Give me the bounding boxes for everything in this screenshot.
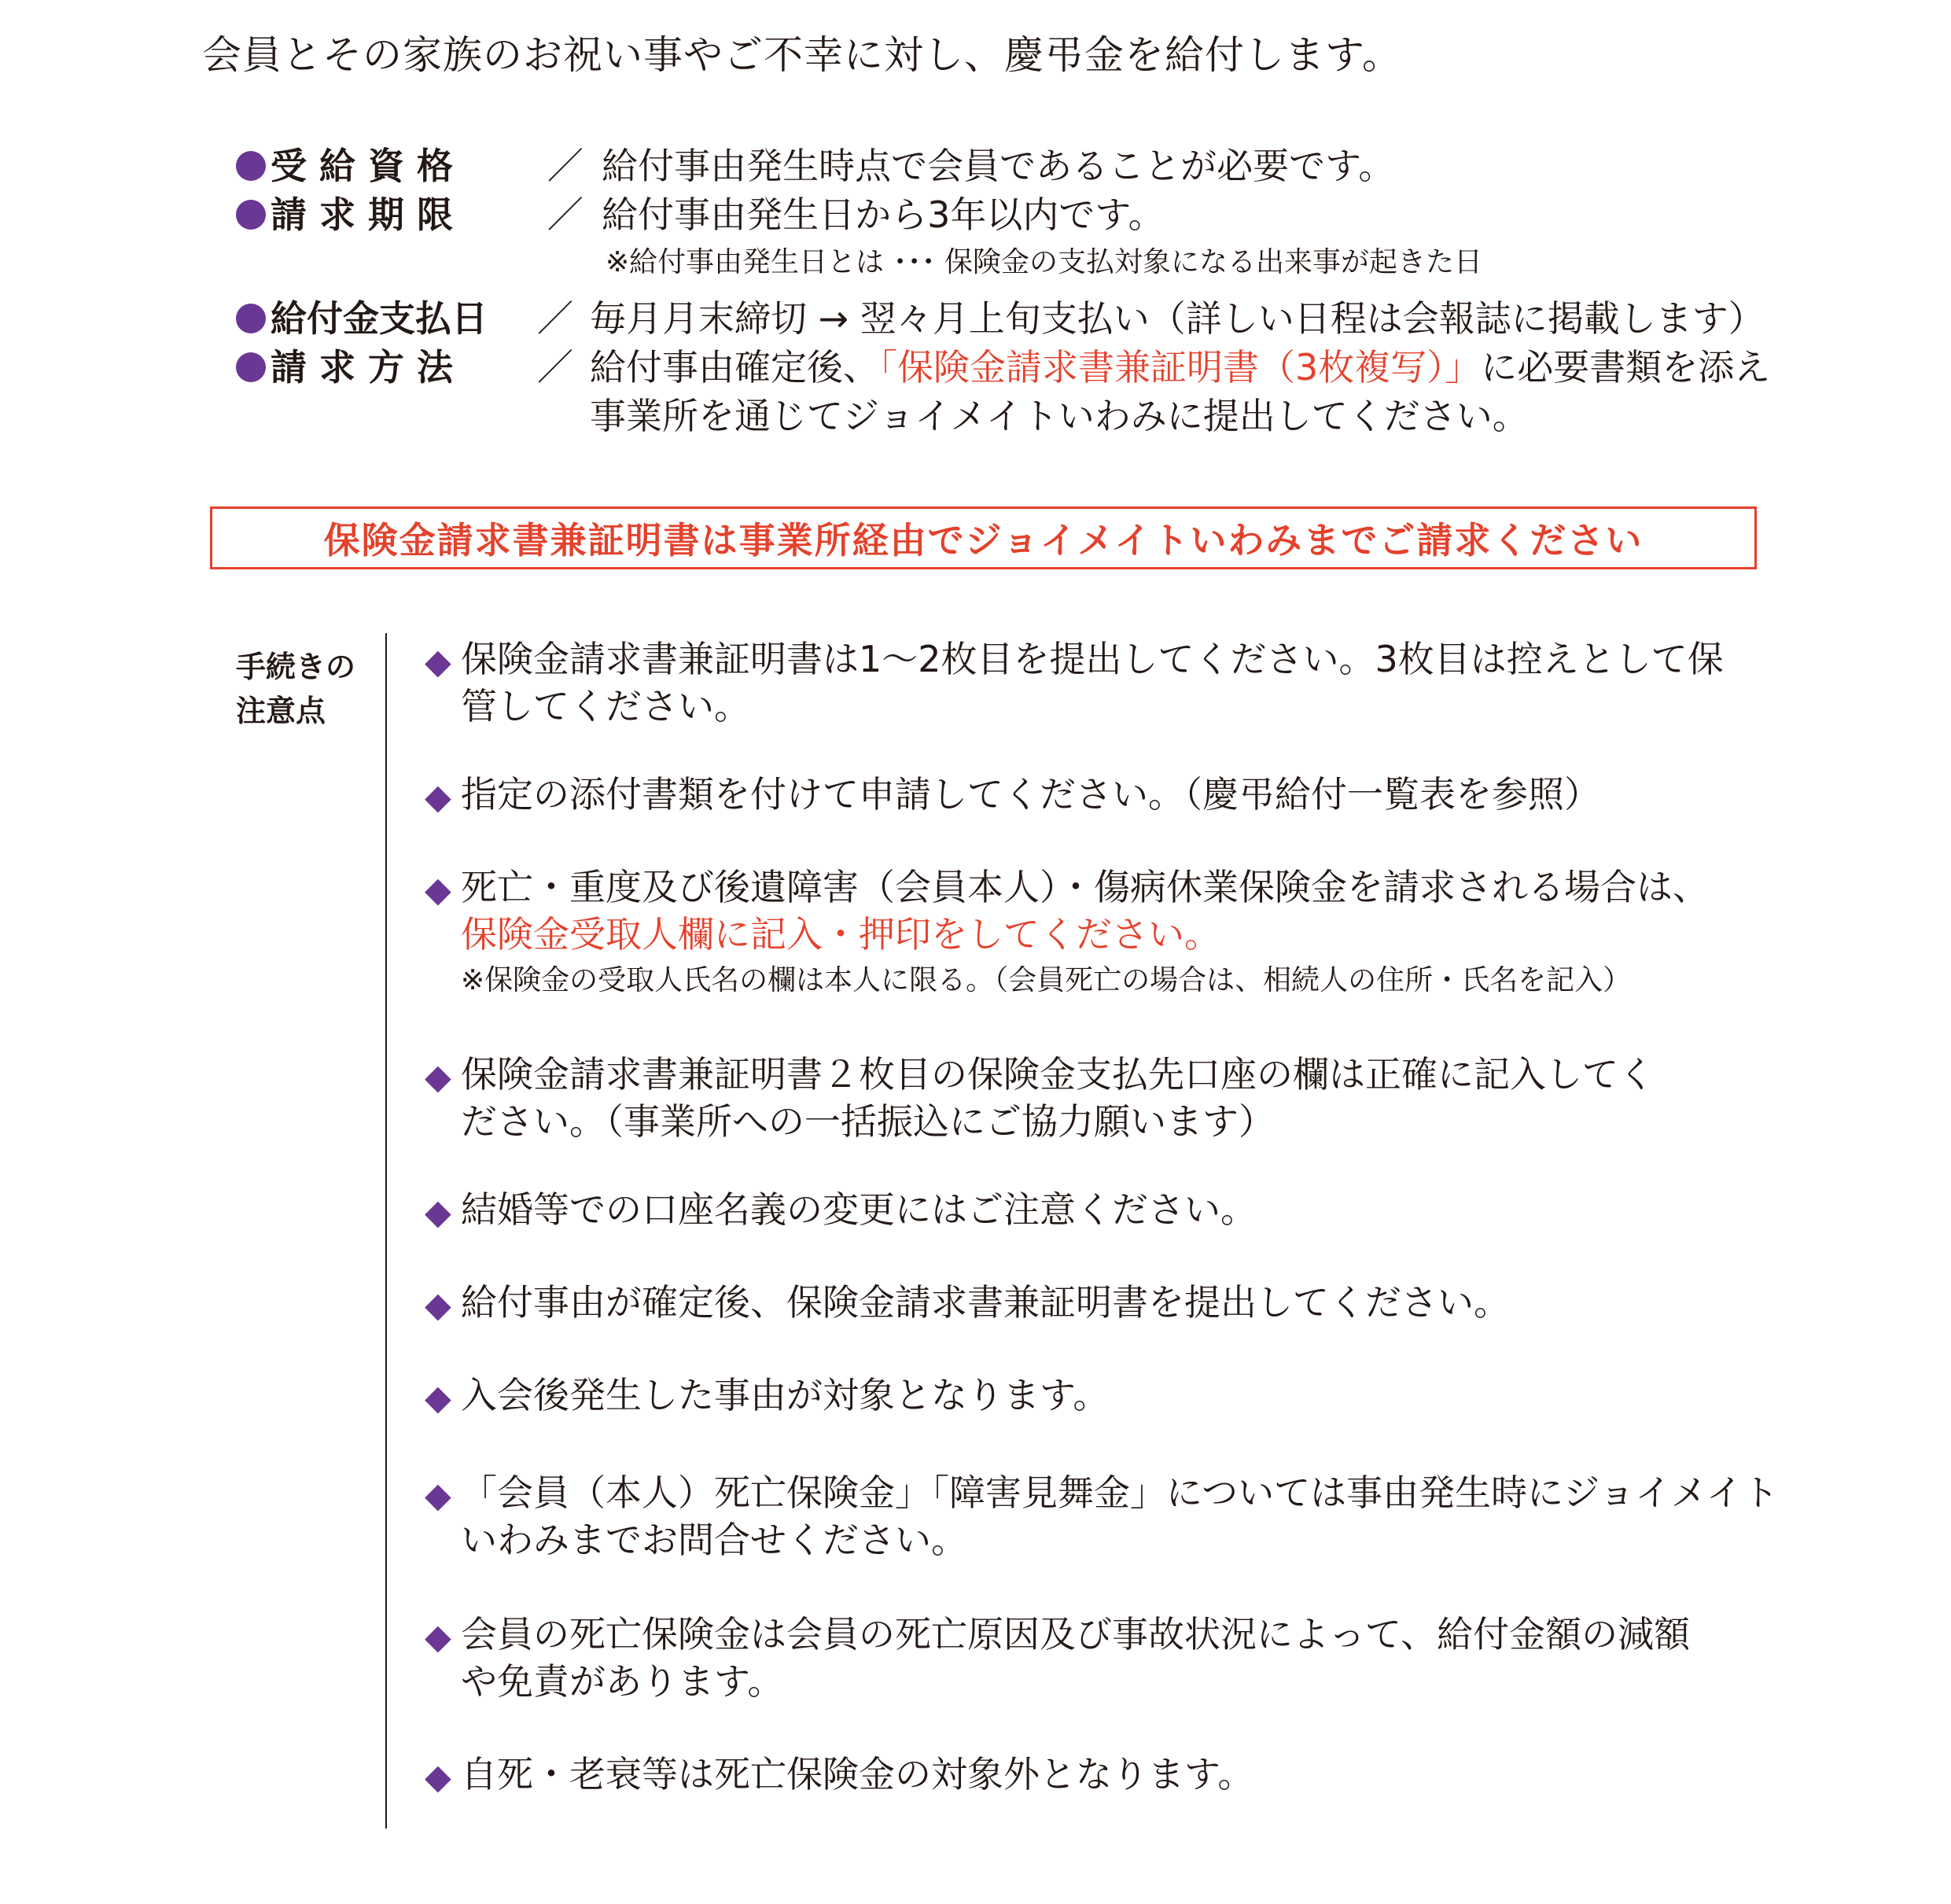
diamond-bullet-icon: ◆ xyxy=(425,1378,451,1418)
info-row-method xyxy=(236,343,1771,440)
bullet-dot-icon xyxy=(236,151,266,181)
diamond-bullet-icon: ◆ xyxy=(425,1475,451,1515)
deadline-value: 給付事由発生日から3年以内です。 xyxy=(602,193,1165,236)
eligibility-label: 受 給 資 格 xyxy=(271,145,454,187)
list-item: ◆ 保険金請求書兼証明書は1～2枚目を提出してください。3枚目は控えとして保 管してください。 xyxy=(425,638,1724,727)
list-item: ◆ 「会員（本人）死亡保険金」「障害見舞金」については事由発生時にジョイメイト いわみまでお問合せください。 xyxy=(425,1471,1779,1561)
vertical-divider xyxy=(385,633,387,1829)
diamond-bullet-icon: ◆ xyxy=(425,1757,451,1797)
list-item: ◆ 死亡・重度及び後遺障害（会員本人）・傷病休業保険金を請求される場合は、 保険金受取人欄に記入・押印をしてください。 ※保険金の受取人氏名の欄は本人に限る。（会員死亡の場合は、相続人の住所・氏名を記入） xyxy=(425,864,1761,1004)
payday-label: 給付金支払日 xyxy=(271,297,488,340)
label-separator: ／ xyxy=(536,346,573,389)
list-item: ◆ 結婚等での口座名義の変更にはご注意ください。 xyxy=(425,1186,1761,1233)
info-row-payday xyxy=(236,294,1765,343)
list-item: ◆ 指定の添付書類を付けて申請してください。（慶弔給付一覧表を参照） xyxy=(425,771,1761,818)
method-value-post: に必要書類を添え xyxy=(1481,346,1771,389)
info-row-deadline xyxy=(236,190,1730,239)
list-item: ◆ 入会後発生した事由が対象となります。 xyxy=(425,1372,1761,1419)
notes-heading-line2: 注意点 xyxy=(236,694,326,728)
label-separator: ／ xyxy=(547,145,583,187)
label-separator: ／ xyxy=(547,193,583,236)
payday-value: 毎月月末締切 → 翌々月上旬支払い（詳しい日程は会報誌に掲載します） xyxy=(590,297,1765,340)
callout-box: 保険金請求書兼証明書は事業所経由でジョイメイトいわみまでご請求ください xyxy=(210,506,1757,569)
method-value xyxy=(590,343,1771,440)
intro-text: 会員とその家族のお祝い事やご不幸に対し、慶弔金を給付します。 xyxy=(202,32,1402,78)
method-value-line2: 事業所を通じてジョイメイトいわみに提出してください。 xyxy=(590,395,1529,437)
diamond-bullet-icon: ◆ xyxy=(425,777,451,817)
diamond-bullet-icon: ◆ xyxy=(425,870,451,910)
diamond-bullet-icon: ◆ xyxy=(425,1285,451,1325)
receiver-field-instruction: 保険金受取人欄に記入・押印をしてください。 xyxy=(461,913,1220,956)
method-value-form-name: 「保険金請求書兼証明書（3枚複写）」 xyxy=(879,346,1482,389)
info-row-eligibility xyxy=(236,142,1730,190)
list-item: ◆ 自死・老衰等は死亡保険金の対象外となります。 xyxy=(425,1751,1761,1798)
notes-heading-line1: 手続きの xyxy=(236,650,356,684)
bullet-dot-icon xyxy=(236,352,266,382)
eligibility-value: 給付事由発生時点で会員であることが必要です。 xyxy=(602,145,1395,187)
diamond-bullet-icon: ◆ xyxy=(425,1057,451,1097)
info-section xyxy=(236,142,1771,440)
bullet-dot-icon xyxy=(236,200,266,230)
bullet-dot-icon xyxy=(236,304,266,333)
method-value-pre: 給付事由確定後、 xyxy=(590,346,879,389)
list-item: ◆ 給付事由が確定後、保険金請求書兼証明書を提出してください。 xyxy=(425,1279,1761,1326)
deadline-label: 請 求 期 限 xyxy=(271,193,454,236)
label-separator: ／ xyxy=(536,297,573,340)
list-item: ◆ 会員の死亡保険金は会員の死亡原因及び事故状況によって、給付金額の減額 や免責があります。 xyxy=(425,1613,1691,1703)
diamond-bullet-icon: ◆ xyxy=(425,1192,451,1232)
diamond-bullet-icon: ◆ xyxy=(425,642,451,682)
notes-heading xyxy=(236,645,355,733)
deadline-note: ※給付事由発生日とは ･･･ 保険金の支払対象になる出来事が起きた日 xyxy=(606,246,1483,278)
diamond-bullet-icon: ◆ xyxy=(425,1617,451,1657)
list-item: ◆ 保険金請求書兼証明書２枚目の保険金支払先口座の欄は正確に記入してく ださい。（事業所への一括振込にご協力願います） xyxy=(425,1053,1655,1143)
method-label: 請 求 方 法 xyxy=(271,346,454,389)
